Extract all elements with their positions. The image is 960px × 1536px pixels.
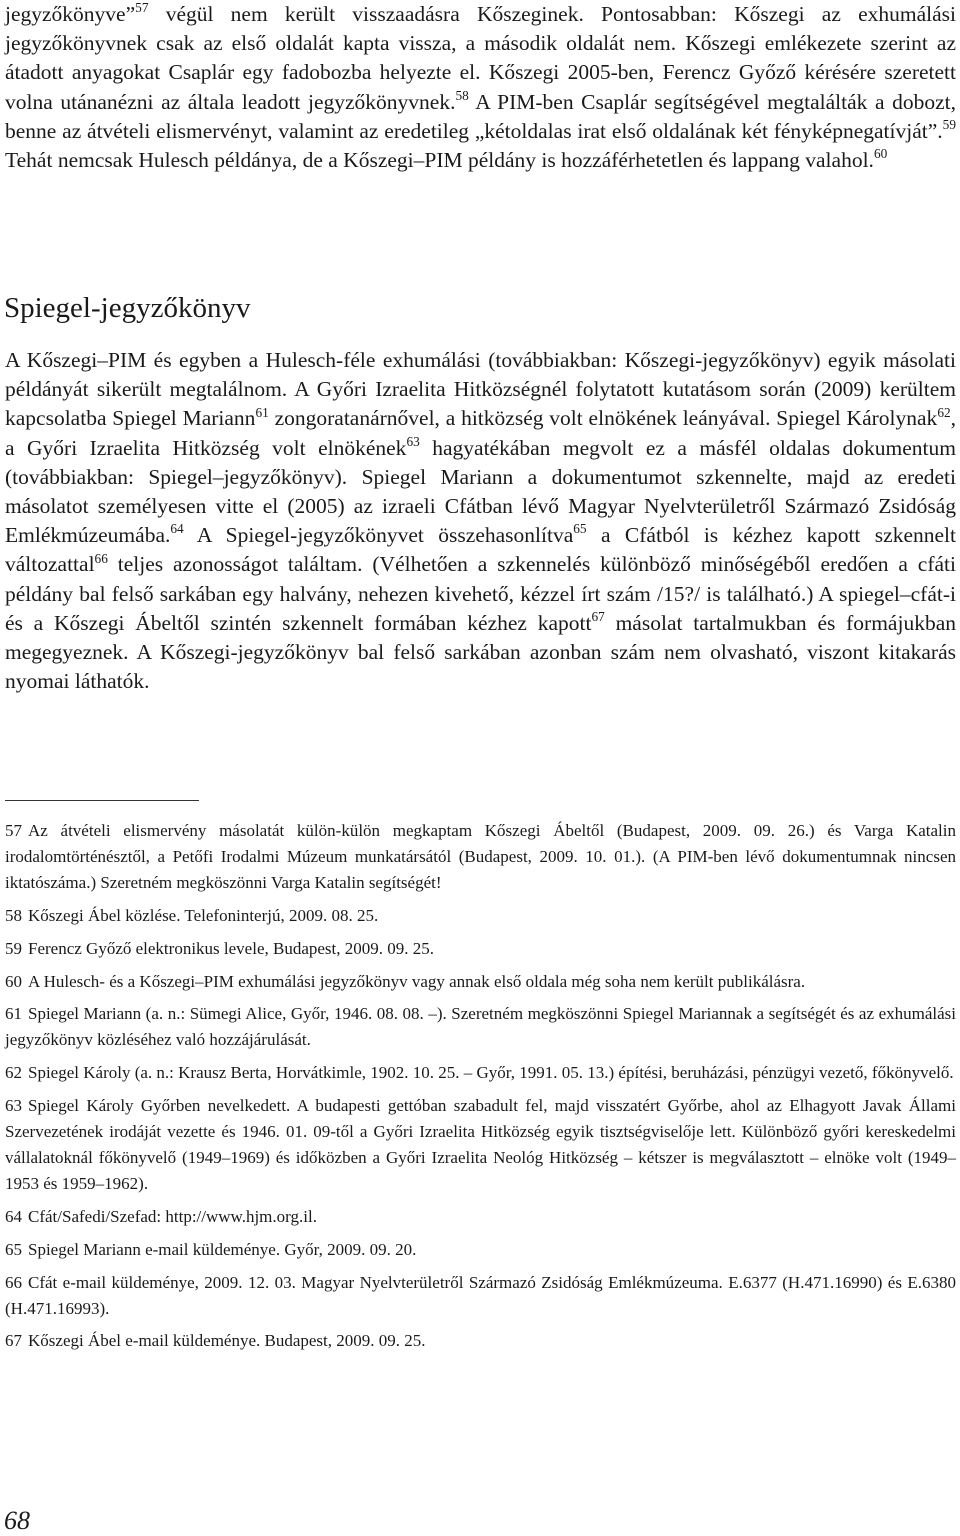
text-run: A Kőszegi–PIM és egyben a Hulesch-féle exhumálási (továbbiakban: Kőszegi-jegyzőkönyv) egyik másolati példányát sikerült megtalálnom. A Győri Izraelita Hitközségnél folytatott kutatásom során (2009) kerültem kapcsolatba Spiegel Mariann xyxy=(5,348,956,431)
footnote xyxy=(5,1237,956,1263)
section-heading: Spiegel-jegyzőkönyv xyxy=(4,292,251,324)
footnote-number: 57 xyxy=(5,821,22,840)
text-run: zongoratanárnővel, a hitközség volt elnökének leányával. Spiegel Károlynak xyxy=(268,406,938,431)
footnote xyxy=(5,1060,956,1086)
footnote-ref: 67 xyxy=(591,609,605,625)
main-paragraph xyxy=(5,346,956,696)
footnote-ref: 62 xyxy=(937,404,951,420)
footnote-ref: 60 xyxy=(873,146,888,162)
footnote-text: A Hulesch- és a Kőszegi–PIM exhumálási jegyzőkönyv vagy annak első oldala még soha nem került publikálásra. xyxy=(28,971,806,991)
text-run: a Cfátból is kézhez kapott szkennelt változattal xyxy=(5,523,956,577)
footnote-ref: 59 xyxy=(942,117,956,132)
text-run: Tehát nemcsak Hulesch példánya, de a Kőszegi–PIM példány is hozzáférhetetlen és lappang valahol. xyxy=(5,148,874,173)
text-run: végül nem került visszaadásra Kőszeginek. Pontosabban: Kőszegi az exhumálási jegyzőkönyvnek csak az első oldalát kapta vissza, a második oldalát nem. Kőszegi emlékezete szerint az átadott anyagokat Csaplár egy fadobozba helyezte el. Kőszegi 2005-ben, Ferencz Győző kérésére szeretett volna utánanézni az általa leadott jegyzőkönyvnek. xyxy=(5,2,956,114)
continuation-paragraph xyxy=(5,0,956,175)
footnote xyxy=(5,903,956,929)
footnote xyxy=(5,1328,956,1354)
footnote-number: 63 xyxy=(5,1095,22,1115)
footnotes xyxy=(5,818,956,1361)
footnote-text: Spiegel Károly Győrben nevelkedett. A budapesti gettóban szabadult fel, majd visszatért Győrbe, ahol az Elhagyott Javak Állami Szervezetének irodáját vezette és 1946. 01. 09-től a Győri Izraelita Hitközség egyik tisztségviselője lett. Különböző győri kereskedelmi vállalatoknál főkönyvelő (1949–1969) és időközben a Győri Izraelita Neológ Hitközség – kétszer is megválasztott – elnöke volt (1949–1953 és 1959–1962). xyxy=(5,1095,956,1194)
footnote-ref: 58 xyxy=(455,87,469,103)
text-run: másolat tartalmukban és formájukban megegyeznek. A Kőszegi-jegyzőkönyv bal felső sarkában azonban szám nem olvasható, viszont kitakarás nyomai láthatók. xyxy=(5,610,956,694)
footnote-number: 61 xyxy=(5,1004,22,1024)
text-run: hagyatékában megvolt ez a másfél oldalas dokumentum (továbbiakban: Spiegel–jegyzőkönyv). Spiegel Mariann a dokumentumot szkennelte, majd az eredeti másolatot személyesen vitte el (2005) az izraeli Cfátban lévő Magyar Nyelvterületről Származó Zsidóság Emlékmúzeumába. xyxy=(5,435,956,548)
footnote-number: 65 xyxy=(5,1239,22,1259)
footnote-ref: 66 xyxy=(94,550,108,566)
footnote-ref: 64 xyxy=(170,521,184,537)
footnote xyxy=(5,1093,956,1198)
footnote xyxy=(5,1204,956,1230)
page-number: 68 xyxy=(4,1506,30,1535)
footnote-text: Spiegel Mariann e-mail küldeménye. Győr, 2009. 09. 20. xyxy=(28,1239,417,1259)
footnote xyxy=(5,1001,956,1053)
text-run: A PIM-ben Csaplár segítségével megtalálták a dobozt, benne az átvételi elismervényt, valamint az eredetileg „kétoldalas irat első oldalának két fényképnegatívját”. xyxy=(5,89,956,143)
footnote-number: 60 xyxy=(5,971,22,991)
footnote-number: 64 xyxy=(5,1207,22,1227)
footnote-number: 59 xyxy=(5,938,22,958)
footnote-ref: 57 xyxy=(135,0,149,16)
text-run: A Spiegel-jegyzőkönyvet összehasonlítva xyxy=(183,523,574,548)
footnote-number: 67 xyxy=(5,1331,22,1351)
footnote-number: 62 xyxy=(5,1063,22,1083)
footnote xyxy=(5,969,956,995)
footnote-text: Spiegel Mariann (a. n.: Sümegi Alice, Győr, 1946. 08. 08. –). Szeretném megköszönni Spiegel Mariannak a segítségét és az exhumálási jegyzőkönyv közléséhez való hozzájárulását. xyxy=(5,1004,956,1050)
footnote xyxy=(5,1270,956,1322)
footnote xyxy=(5,818,956,897)
footnote xyxy=(5,936,956,962)
footnote-divider xyxy=(5,800,199,801)
footnote-ref: 63 xyxy=(406,433,420,449)
footnote-number: 66 xyxy=(5,1272,22,1292)
section-paragraph xyxy=(5,346,956,696)
footnote-text: Cfát/Safedi/Szefad: http://www.hjm.org.il. xyxy=(28,1207,317,1227)
text-run: jegyzőkönyve” xyxy=(5,2,136,26)
footnote-text: Spiegel Károly (a. n.: Krausz Berta, Horvátkimle, 1902. 10. 25. – Győr, 1991. 05. 13.) építési, beruházási, pénzügyi vezető, főkönyvelő. xyxy=(28,1063,954,1083)
footnote-text: Az átvételi elismervény másolatát külön-külön megkaptam Kőszegi Ábeltől (Budapest, 2009. 09. 26.) és Varga Katalin irodalomtörténésztől, a Petőfi Irodalmi Múzeum munkatársától (Budapest, 2009. 10. 01.). (A PIM-ben lévő dokumentumnak nincsen iktatószáma.) Szeretném megköszönni Varga Katalin segítségét! xyxy=(5,821,956,893)
footnote-ref: 65 xyxy=(573,521,587,537)
footnote-text: Kőszegi Ábel közlése. Telefoninterjú, 2009. 08. 25. xyxy=(28,906,379,926)
footnote-number: 58 xyxy=(5,906,22,926)
footnote-text: Kőszegi Ábel e-mail küldeménye. Budapest, 2009. 09. 25. xyxy=(28,1331,426,1351)
text-run: , a Győri Izraelita Hitközség volt elnökének xyxy=(5,406,957,460)
footnote-text: Ferencz Győző elektronikus levele, Budapest, 2009. 09. 25. xyxy=(28,938,435,958)
footnote-text: Cfát e-mail küldeménye, 2009. 12. 03. Magyar Nyelvterületről Származó Zsidóság Emlékmúzeuma. E.6377 (H.471.16990) és E.6380 (H.471.16993). xyxy=(5,1272,956,1318)
top-paragraph xyxy=(5,0,956,175)
footnote-ref: 61 xyxy=(255,404,269,420)
text-run: teljes azonosságot találtam. (Vélhetően a szkennelés különböző minőségéből eredően a cfáti példány bal felső sarkában egy halvány, nehezen kivehető, kézzel írt szám /15?/ is található.) A spiegel–cfát-i és a Kőszegi Ábeltől szintén szkennelt formában kézhez kapott xyxy=(5,552,956,635)
